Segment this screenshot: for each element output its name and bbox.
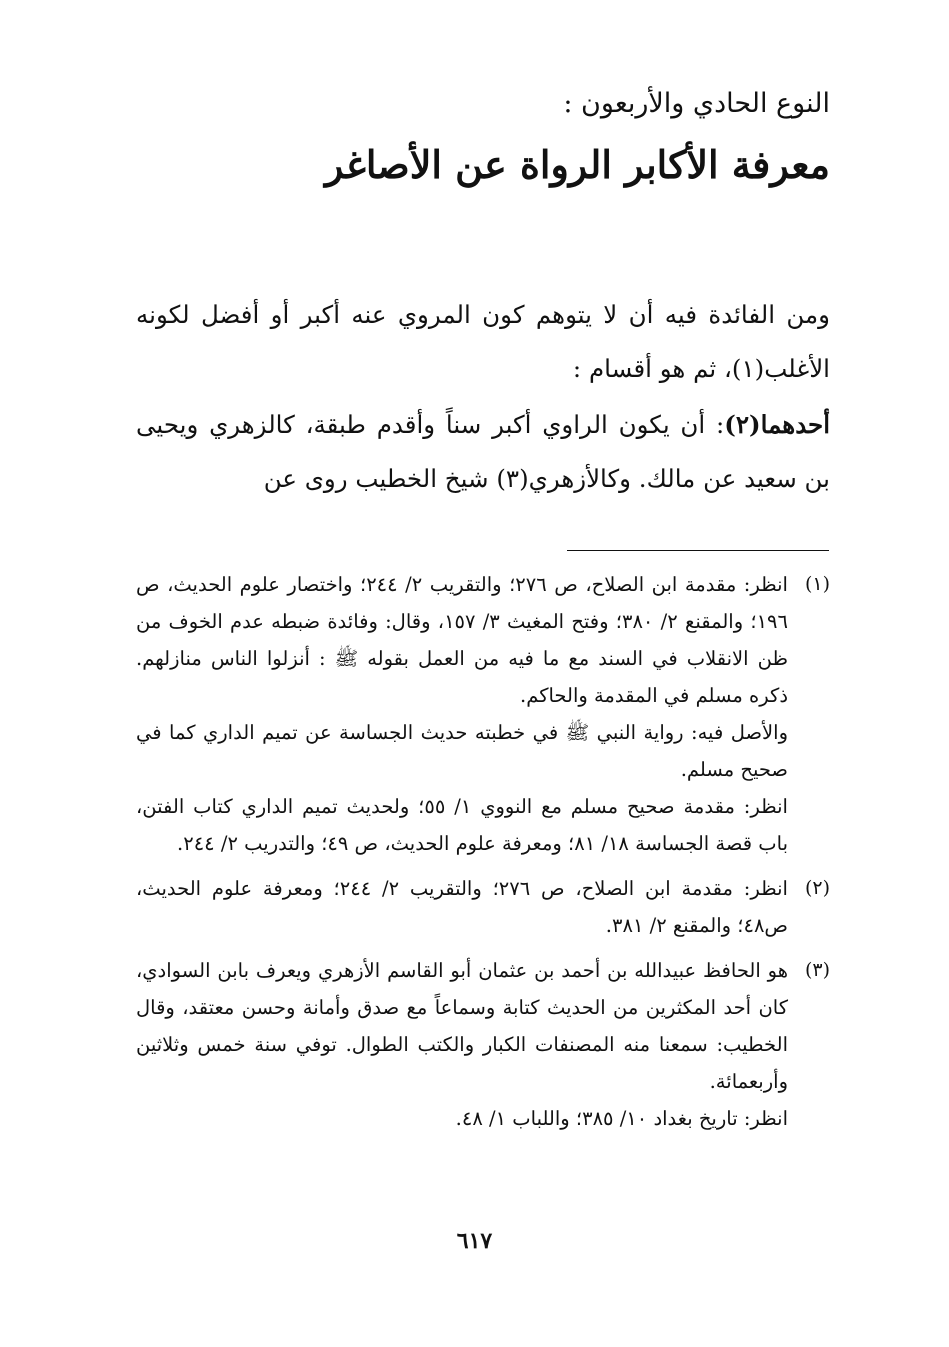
body-paragraph [136,288,830,396]
footnotes [136,566,830,1145]
footnote-line: هو الحافظ عبيدالله بن أحمد بن عثمان أبو القاسم الأزهري ويعرف بابن السوادي، كان أحد المكثرين من الحديث كتابة وسماعاً مع صدق وأمانة وحسن معتقد، وقال الخطيب: سمعنا منه المصنفات الكبار والكتب الطوال. توفي سنة خمس وثلاثين وأربعمائة. [136,959,788,1093]
paragraph-lead: أحدهما(٢) [724,410,830,439]
footnote [136,566,830,862]
paragraph-text: ومن الفائدة فيه أن لا يتوهم كون المروي عنه أكبر أو أفضل لكونه الأغلب(١)، ثم هو أقسام : [136,300,830,383]
footnote-body [136,952,788,1137]
footnote-line: انظر: تاريخ بغداد ١٠/ ٣٨٥؛ واللباب ١/ ٤٨. [455,1107,788,1130]
footnote [136,952,830,1137]
footnote-body [136,870,788,944]
footnote-number: (٣) [804,959,830,981]
footnote-separator [567,550,829,551]
footnote [136,870,830,944]
footnote-line: انظر: مقدمة صحيح مسلم مع النووي ١/ ٥٥؛ ولحديث تميم الداري كتاب الفتن، باب قصة الجساسة ١٨/ ٨١؛ ومعرفة علوم الحديث، ص ٤٩؛ والتدريب ٢/ ٢٤٤. [136,795,788,855]
body-paragraph [136,398,830,506]
paragraph-text: : أن يكون الراوي أكبر سناً وأقدم طبقة، كالزهري ويحيى بن سعيد عن مالك. وكالأزهري(٣) شيخ الخطيب روى عن [136,410,830,493]
footnote-line: والأصل فيه: رواية النبي ﷺ في خطبته حديث الجساسة عن تميم الداري كما في صحيح مسلم. [136,721,788,781]
footnote-body [136,566,788,862]
footnote-line: انظر: مقدمة ابن الصلاح، ص ٢٧٦؛ والتقريب ٢/ ٢٤٤؛ واختصار علوم الحديث، ص ١٩٦؛ والمقنع ٢/ ٣٨٠؛ وفتح المغيث ٣/ ١٥٧، وقال: وفائدة ضبطه عدم الخوف من ظن الانقلاب في السند مع ما فيه من العمل بقوله ﷺ : أنزلوا الناس منازلهم. ذكره مسلم في المقدمة والحاكم. [136,573,788,707]
footnote-number: (١) [804,573,830,595]
footnote-line: انظر: مقدمة ابن الصلاح، ص ٢٧٦؛ والتقريب ٢/ ٢٤٤؛ ومعرفة علوم الحديث، ص٤٨؛ والمقنع ٢/ ٣٨١. [136,877,788,937]
chapter-title: معرفة الأكابر الرواة عن الأصاغر [325,142,830,187]
chapter-subtitle: النوع الحادي والأربعون : [563,88,830,119]
footnote-number: (٢) [804,877,830,899]
page-number: ٦١٧ [456,1228,493,1254]
